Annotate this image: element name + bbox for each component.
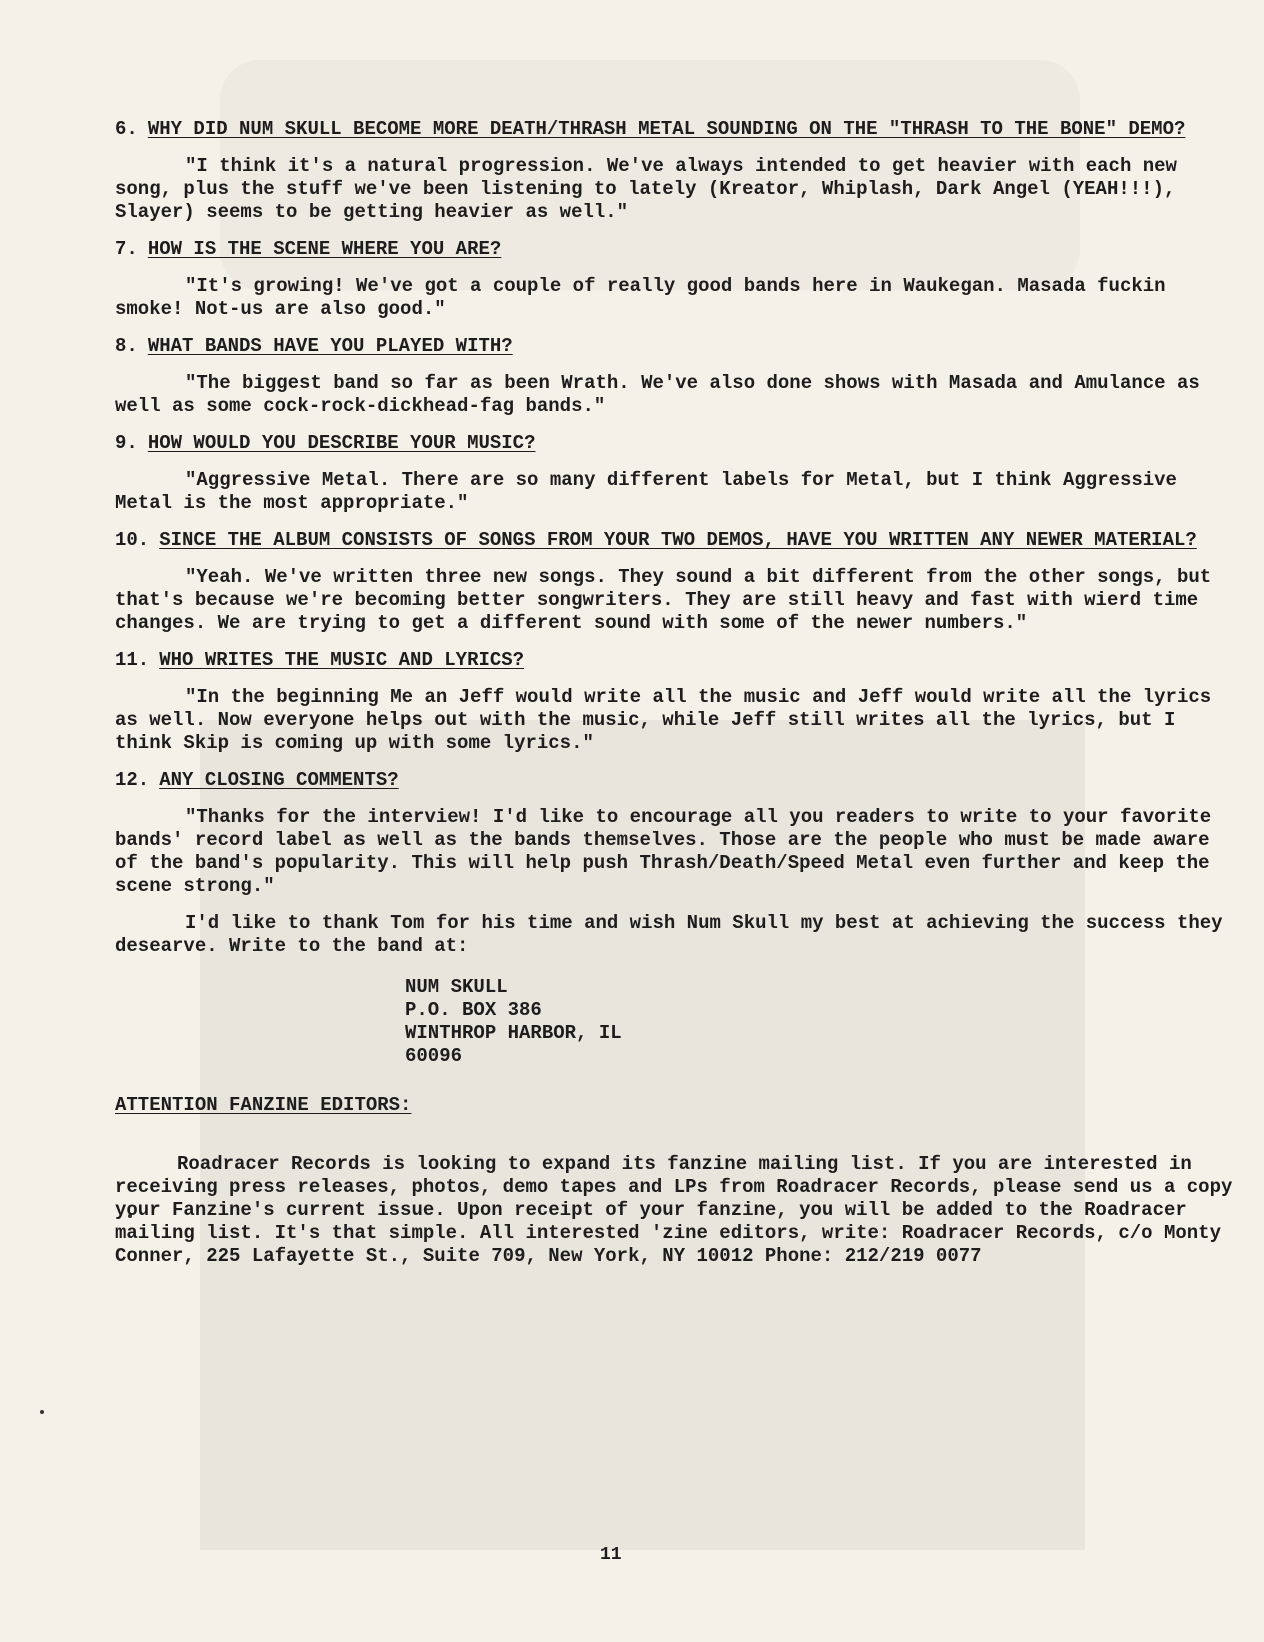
- qa-block: [115, 649, 1235, 755]
- band-address: [405, 976, 1235, 1068]
- question-number: 7.: [115, 238, 138, 260]
- answer-text: "It's growing! We've got a couple of really good bands here in Waukegan. Masada fuckin smoke! Not-us are also good.": [115, 275, 1166, 320]
- question-heading: [115, 432, 1235, 455]
- question-number: 8.: [115, 335, 138, 357]
- answer-text: "The biggest band so far as been Wrath. We've also done shows with Masada and Amulance as well as some cock-rock-dickhead-fag bands.": [115, 372, 1200, 417]
- qa-block: [115, 529, 1235, 635]
- stray-mark: [40, 1410, 44, 1414]
- attention-heading: ATTENTION FANZINE EDITORS:: [115, 1094, 412, 1116]
- question-heading: [115, 529, 1235, 552]
- answer-text: "Aggressive Metal. There are so many different labels for Metal, but I think Aggressive Metal is the most appropriate.": [115, 469, 1177, 514]
- question-text: HOW WOULD YOU DESCRIBE YOUR MUSIC?: [147, 432, 536, 454]
- question-heading: [115, 238, 1235, 261]
- address-line: P.O. BOX 386: [405, 999, 542, 1021]
- question-heading: [115, 118, 1235, 141]
- question-text: ANY CLOSING COMMENTS?: [159, 769, 399, 791]
- qa-block: [115, 238, 1235, 321]
- address-line: NUM SKULL: [405, 976, 508, 998]
- question-text: WHAT BANDS HAVE YOU PLAYED WITH?: [147, 335, 513, 357]
- question-number: 9.: [115, 432, 138, 454]
- qa-block: [115, 432, 1235, 515]
- qa-block: [115, 769, 1235, 898]
- qa-block: [115, 118, 1235, 224]
- question-heading: [115, 649, 1235, 672]
- attention-body: Roadracer Records is looking to expand its fanzine mailing list. If you are interested in receiving press releases, photos, demo tapes and LPs from Roadracer Records, please send us a copy your Fanzine's current issue. Upon receipt of your fanzine, you will be added to the Roadracer mailing list. It's that simple. All interested 'zine editors, write: Roadracer Records, c/o Monty Conner, 225 Lafayette St., Suite 709, New York, NY 10012 Phone: 212/219 0077: [115, 1153, 1233, 1267]
- question-text: SINCE THE ALBUM CONSISTS OF SONGS FROM YOUR TWO DEMOS, HAVE YOU WRITTEN ANY NEWER MATERIAL?: [159, 529, 1197, 551]
- answer-text: "Yeah. We've written three new songs. They sound a bit different from the other songs, but that's because we're becoming better songwriters. They are still heavy and fast with wierd time changes. We are trying to get a different sound with some of the newer numbers.": [115, 566, 1212, 634]
- answer-text: "In the beginning Me an Jeff would write all the music and Jeff would write all the lyrics as well. Now everyone helps out with the music, while Jeff still writes all the lyrics, but I think Skip is coming up with some lyrics.": [115, 686, 1212, 754]
- question-heading: [115, 769, 1235, 792]
- qa-block: [115, 335, 1235, 418]
- question-number: 10.: [115, 529, 150, 551]
- page-number: 11: [600, 1545, 622, 1565]
- answer-text: "I think it's a natural progression. We've always intended to get heavier with each new song, plus the stuff we've been listening to lately (Kreator, Whiplash, Dark Angel (YEAH!!!), Slayer) seems to be getting heavier as well.": [115, 155, 1177, 223]
- question-text: WHO WRITES THE MUSIC AND LYRICS?: [159, 649, 525, 671]
- address-line: WINTHROP HARBOR, IL: [405, 1022, 622, 1044]
- question-text: WHY DID NUM SKULL BECOME MORE DEATH/THRASH METAL SOUNDING ON THE "THRASH TO THE BONE" DEMO?: [147, 118, 1186, 140]
- question-heading: [115, 335, 1235, 358]
- interview-page: [115, 118, 1235, 1268]
- question-number: 11.: [115, 649, 150, 671]
- closing-text: I'd like to thank Tom for his time and wish Num Skull my best at achieving the success they desearve. Write to the band at:: [115, 912, 1223, 957]
- answer-text: "Thanks for the interview! I'd like to encourage all you readers to write to your favorite bands' record label as well as the bands themselves. Those are the people who must be made aware of the band's popularity. This will help push Thrash/Death/Speed Metal even further and keep the scene strong.": [115, 806, 1212, 897]
- address-line: 60096: [405, 1045, 463, 1067]
- question-number: 6.: [115, 118, 138, 140]
- question-number: 12.: [115, 769, 150, 791]
- question-text: HOW IS THE SCENE WHERE YOU ARE?: [147, 238, 502, 260]
